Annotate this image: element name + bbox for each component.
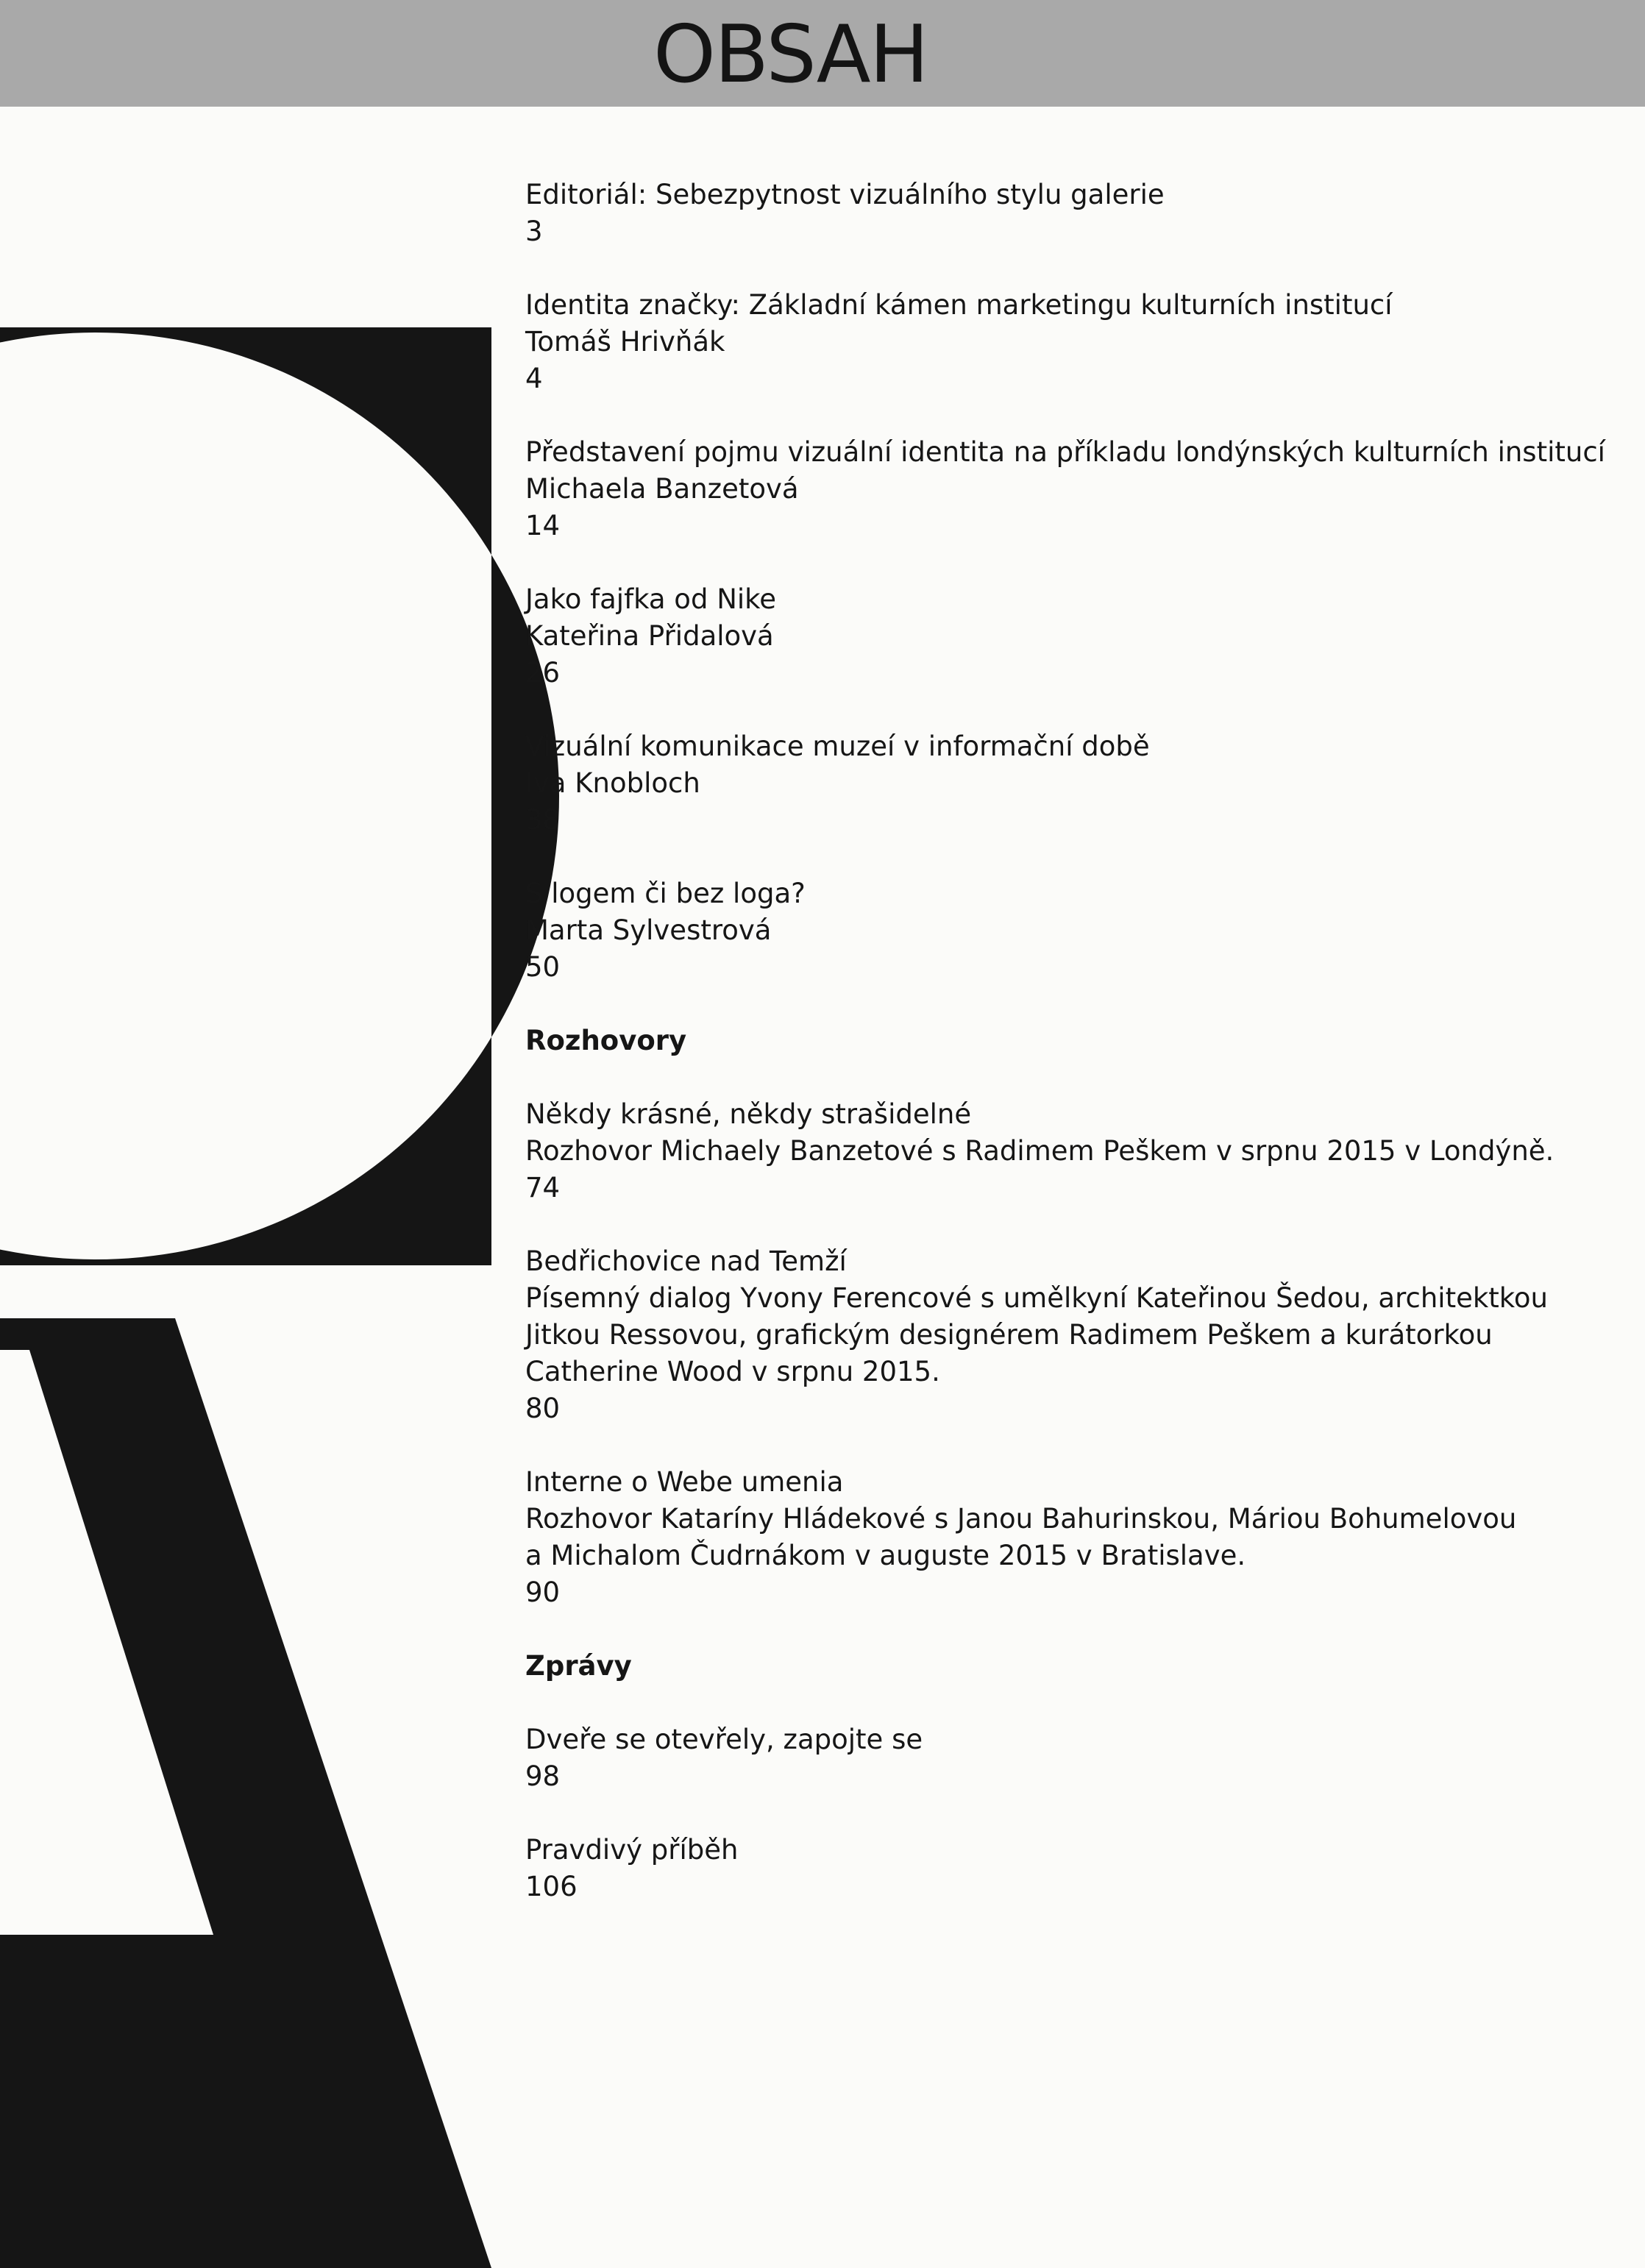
toc-entry-article bbox=[525, 875, 1592, 986]
entry-subtitle-line: Catherine Wood v srpnu 2015. bbox=[525, 1356, 940, 1387]
entry-title: Identita značky: Základní kámen marketingu kulturních institucí bbox=[525, 289, 1393, 321]
toc-entry-editorial bbox=[525, 177, 1592, 250]
entry-title: Pravdivý příběh bbox=[525, 1834, 739, 1866]
entry-page-number: 38 bbox=[525, 804, 561, 836]
entry-page-number: 50 bbox=[525, 951, 561, 983]
entry-subtitle-line: Rozhovor Kataríny Hládekové s Janou Bahurinskou, Máriou Bohumelovou bbox=[525, 1503, 1517, 1535]
entry-page-number: 4 bbox=[525, 363, 543, 394]
entry-author: Marta Sylvestrová bbox=[525, 914, 772, 946]
section-heading-interviews: Rozhovory bbox=[525, 1025, 687, 1056]
table-of-contents bbox=[525, 177, 1605, 1942]
section-heading-news: Zprávy bbox=[525, 1650, 632, 1682]
toc-entry-article bbox=[525, 581, 1592, 692]
entry-page-number: 106 bbox=[525, 1871, 578, 1902]
entry-title: Dveře se otevřely, zapojte se bbox=[525, 1724, 923, 1755]
entry-title: Představení pojmu vizuální identita na příkladu londýnských kulturních institucí bbox=[525, 436, 1605, 468]
page-title: OBSAH bbox=[653, 9, 928, 101]
entry-author: Michaela Banzetová bbox=[525, 473, 799, 505]
toc-entry-article bbox=[525, 728, 1592, 839]
entry-title: Interne o Webe umenia bbox=[525, 1466, 844, 1498]
entry-page-number: 14 bbox=[525, 510, 561, 541]
entry-title: Jako fajfka od Nike bbox=[525, 583, 777, 615]
entry-subtitle-line: Písemný dialog Yvony Ferencové s umělkyní Kateřinou Šedou, architektkou bbox=[525, 1282, 1548, 1314]
entry-author: Tomáš Hrivňák bbox=[525, 326, 725, 358]
entry-title: Vizuální komunikace muzeí v informační době bbox=[525, 730, 1150, 762]
entry-subtitle-line: a Michalom Čudrnákom v auguste 2015 v Bratislave. bbox=[525, 1540, 1246, 1571]
toc-entry-interview bbox=[525, 1096, 1592, 1206]
toc-entry-article bbox=[525, 287, 1592, 397]
entry-page-number: 3 bbox=[525, 216, 543, 247]
entry-subtitle-line: Rozhovor Michaely Banzetové s Radimem Peškem v srpnu 2015 v Londýně. bbox=[525, 1135, 1555, 1167]
toc-entry-interview bbox=[525, 1243, 1592, 1427]
toc-entry-news bbox=[525, 1721, 1592, 1795]
entry-author: Kateřina Přidalová bbox=[525, 620, 774, 652]
entry-author: Iva Knobloch bbox=[525, 767, 700, 799]
toc-entry-news bbox=[525, 1832, 1592, 1905]
entry-page-number: 74 bbox=[525, 1172, 561, 1204]
entry-page-number: 80 bbox=[525, 1393, 561, 1424]
entry-title: S logem či bez loga? bbox=[525, 878, 806, 909]
entry-page-number: 98 bbox=[525, 1760, 561, 1792]
toc-entry-article bbox=[525, 434, 1605, 544]
entry-page-number: 26 bbox=[525, 657, 561, 689]
toc-entry-interview bbox=[525, 1464, 1592, 1611]
entry-title: Někdy krásné, někdy strašidelné bbox=[525, 1098, 972, 1130]
entry-title: Bedřichovice nad Temží bbox=[525, 1245, 847, 1277]
letter-c-shape bbox=[0, 327, 559, 1265]
entry-subtitle-line: Jitkou Ressovou, grafickým designérem Radimem Peškem a kurátorkou bbox=[525, 1319, 1493, 1351]
entry-title: Editoriál: Sebezpytnost vizuálního stylu galerie bbox=[525, 179, 1165, 210]
entry-page-number: 90 bbox=[525, 1576, 561, 1608]
